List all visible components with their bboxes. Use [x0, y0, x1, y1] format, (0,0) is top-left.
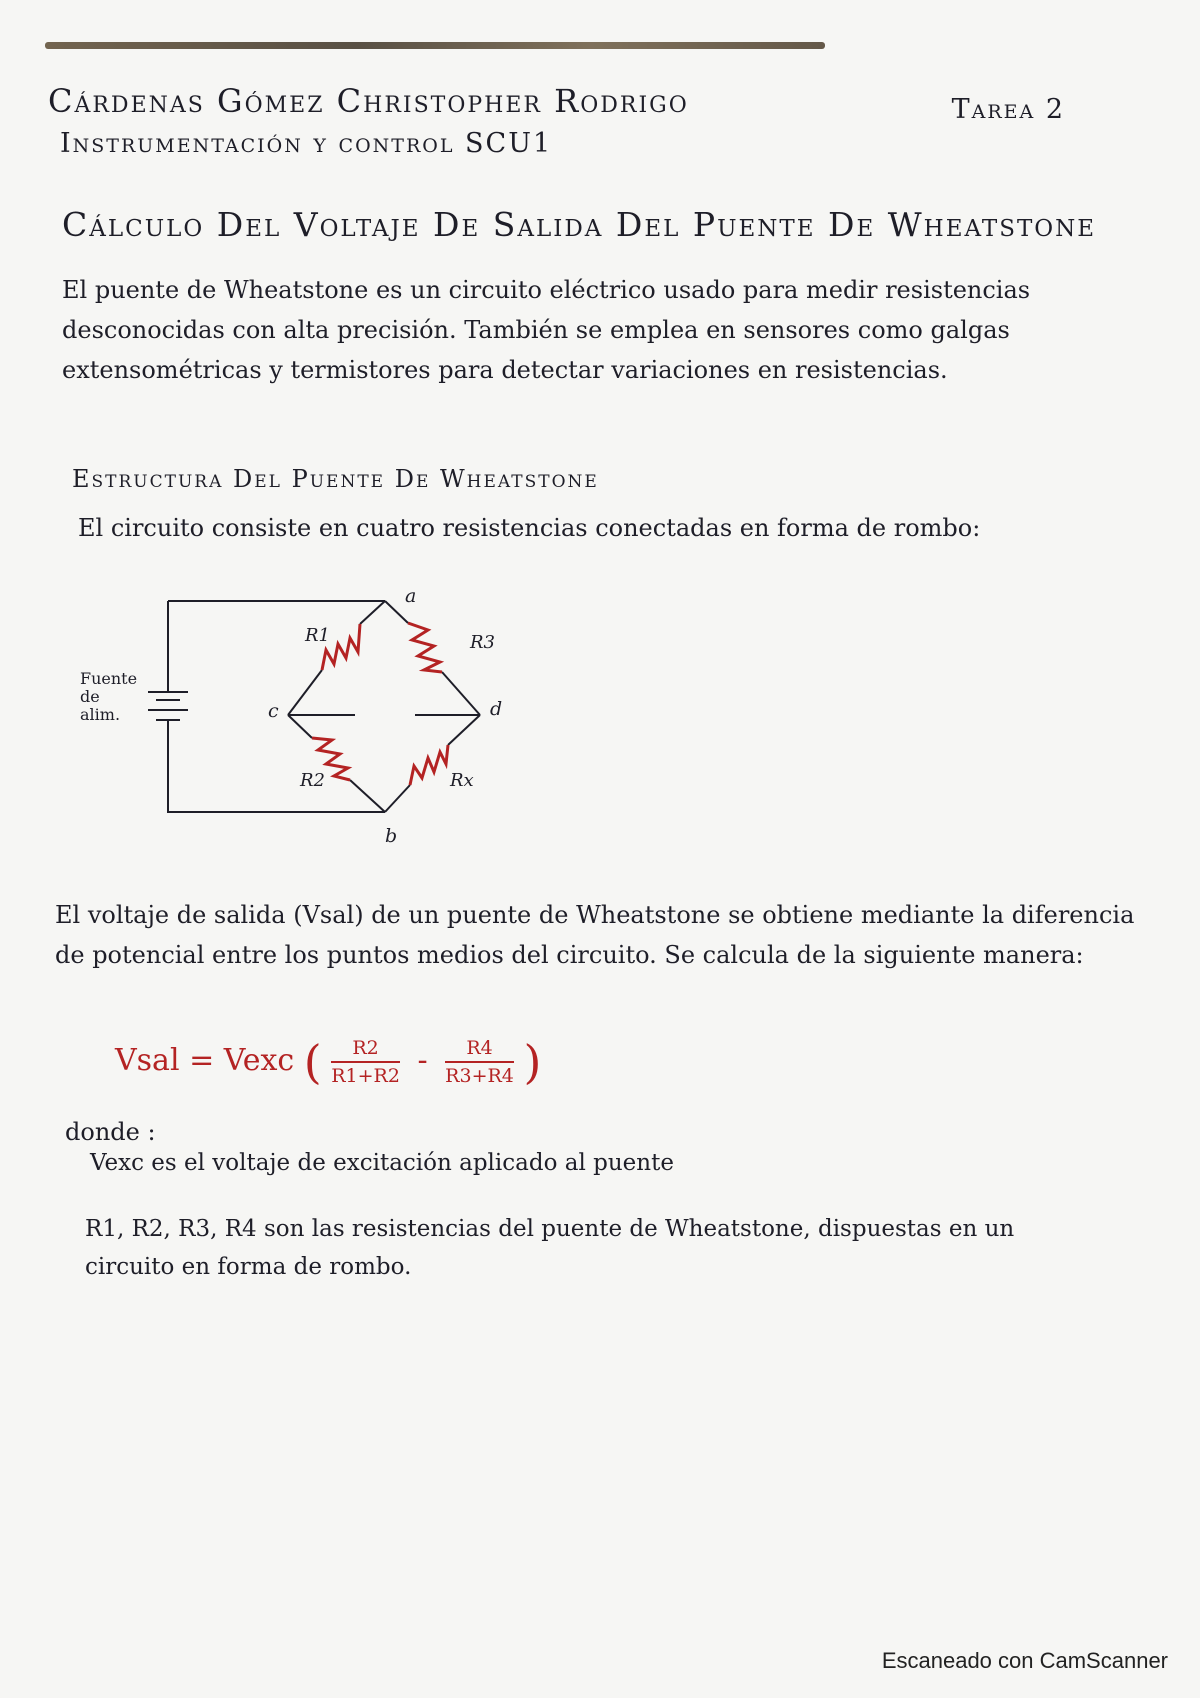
fraction-2-numerator: R4 — [445, 1035, 514, 1063]
formula-equals: = — [189, 1043, 215, 1078]
wire-c-to-r2 — [288, 715, 312, 738]
formula-minus: - — [417, 1043, 428, 1078]
formula-lhs: Vsal — [115, 1043, 180, 1078]
rx-label: Rx — [450, 770, 474, 791]
vexc-description: Vexc es el voltaje de excitación aplicado al puente — [90, 1150, 674, 1176]
formula-fraction-2 — [445, 1035, 514, 1089]
formula-fraction-1 — [331, 1035, 400, 1089]
wire-b-to-rx — [385, 785, 410, 812]
wire-r3-to-d — [442, 672, 480, 715]
r2-label: R2 — [300, 770, 326, 791]
node-d-label: d — [490, 698, 503, 720]
structure-subtitle: Estructura Del Puente De Wheatstone — [72, 465, 599, 493]
structure-text: El circuito consiste en cuatro resistencias conectadas en forma de rombo: — [78, 514, 981, 542]
node-a-label: a — [405, 585, 417, 607]
intro-paragraph: El puente de Wheatstone es un circuito eléctrico usado para medir resistencias desconocidas con alta precisión. También se emplea en sensores como galgas extensométricas y termistores para detectar variaciones en resistencias. — [62, 276, 1031, 384]
page-top-edge — [45, 42, 825, 49]
resistor-r3 — [408, 623, 442, 672]
wire-left-bottom — [168, 720, 385, 812]
wire-r1-to-a — [360, 601, 385, 624]
where-label: donde : — [65, 1118, 156, 1146]
fraction-1-numerator: R2 — [331, 1035, 400, 1063]
student-name: Cárdenas Gómez Christopher Rodrigo — [48, 82, 689, 120]
node-b-label: b — [385, 825, 398, 847]
fraction-2-denominator: R3+R4 — [445, 1065, 514, 1087]
wire-c-to-r1 — [288, 670, 322, 715]
wire-rx-to-d — [448, 715, 480, 745]
resistors-description: R1, R2, R3, R4 son las resistencias del puente de Wheatstone, dispuestas en un circuito en forma de rombo. — [85, 1216, 1015, 1280]
fraction-1-denominator: R1+R2 — [331, 1065, 400, 1087]
r1-label: R1 — [305, 625, 331, 646]
resistor-rx — [410, 745, 448, 785]
bridge-formula: Vsal = Vexc ( $\frac{R2}{R1+R2}$ - $\frac{R4}{R3+R4}$ ) — [115, 1035, 542, 1089]
page-title: Cálculo Del Voltaje De Salida Del Puente De Wheatstone — [62, 205, 1097, 244]
course-name: Instrumentación y control SCU1 — [60, 128, 553, 159]
camscanner-watermark: Escaneado con CamScanner — [881, 1648, 1168, 1673]
formula-vexc: Vexc — [223, 1043, 295, 1078]
r3-label: R3 — [470, 632, 496, 653]
wire-r2-to-b — [350, 780, 385, 812]
source-label: Fuente de alim. — [80, 669, 138, 724]
node-c-label: c — [268, 700, 279, 722]
task-label: Tarea 2 — [951, 94, 1065, 125]
output-voltage-paragraph: El voltaje de salida (Vsal) de un puente de Wheatstone se obtiene mediante la diferencia de potencial entre los puntos medios del circuito. Se calcula de la siguiente manera: — [55, 901, 1135, 969]
